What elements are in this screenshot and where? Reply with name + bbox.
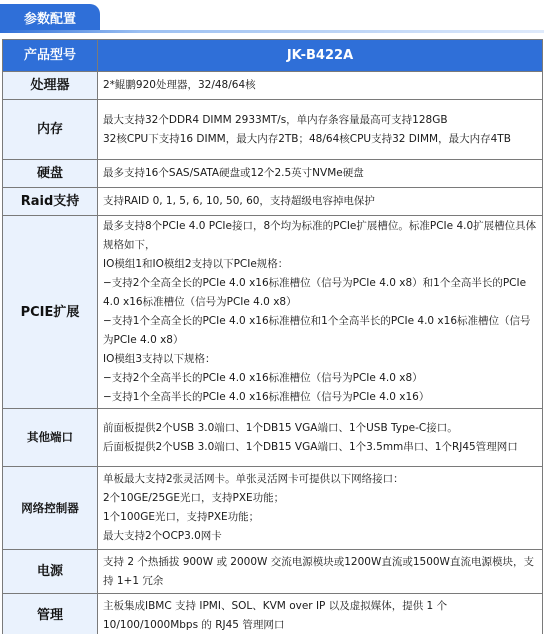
row-value [98,216,543,409]
row-label: 网络控制器 [3,467,98,550]
row-value [98,467,543,550]
row-value [98,550,543,594]
row-label: 电源 [3,550,98,594]
value-line: 最多支持16个SAS/SATA硬盘或12个2.5英寸NVMe硬盘 [103,167,364,179]
row-processor [3,72,543,100]
value-line: −支持1个全高全长的PCIe 4.0 x16标准槽位和1个全高半长的PCIe 4.0 x16标准槽位（信号为PCIe 4.0 x8） [103,315,531,346]
row-label: PCIE扩展 [3,216,98,409]
value-line: IO模组1和IO模组2支持以下PCIe规格： [103,258,289,270]
row-label: 其他端口 [3,409,98,467]
value-line: 前面板提供2个USB 3.0端口、1个DB15 VGA端口、1个USB Type-C接口。 [103,421,458,434]
row-pcie [3,216,543,409]
section-tab-label: 参数配置 [23,11,76,27]
value-line: 最大支持2个OCP3.0网卡 [103,530,222,542]
spec-table [2,39,543,634]
row-storage [3,160,543,188]
value-line: IO模组3支持以下规格： [103,353,216,365]
row-management [3,594,543,634]
value-line: 最大支持32个DDR4 DIMM 2933MT/s，单内存条容量最高可支持128GB [103,113,448,126]
value-line: −支持2个全高全长的PCIe 4.0 x16标准槽位（信号为PCIe 4.0 x8）和1个全高半长的PCIe 4.0 x16标准槽位（信号为PCIe 4.0 x8） [103,277,527,308]
value-line: −支持1个全高半长的PCIe 4.0 x16标准槽位（信号为PCIe 4.0 x16） [103,391,430,403]
row-value [98,72,543,100]
row-label: 内存 [3,100,98,160]
value-line: 32核CPU下支持16 DIMM，最大内存2TB；48/64核CPU支持32 DIMM，最大内存4TB [103,132,511,145]
header-label: 产品型号 [3,40,98,72]
row-value [98,160,543,188]
value-line: −支持2个全高半长的PCIe 4.0 x16标准槽位（信号为PCIe 4.0 x8） [103,372,423,384]
row-power [3,550,543,594]
section-divider [0,30,544,33]
row-other-ports [3,409,543,467]
value-line: 最多支持8个PCIe 4.0 PCIe接口，8个均为标准的PCIe扩展槽位。标准PCIe 4.0扩展槽位具体规格如下， [103,220,537,251]
value-line: 单板最大支持2张灵活网卡。单张灵活网卡可提供以下网络接口： [103,473,404,485]
section-tab [0,4,100,30]
row-label: Raid支持 [3,188,98,216]
row-raid [3,188,543,216]
value-line: 后面板提供2个USB 3.0端口、1个DB15 VGA端口、1个3.5mm串口、1个RJ45管理网口 [103,440,518,453]
row-memory [3,100,543,160]
value-line: 2*鲲鹏920处理器，32/48/64核 [103,79,256,91]
value-line: 支持RAID 0, 1, 5, 6, 10, 50, 60，支持超级电容掉电保护 [103,195,375,207]
value-line: 1个100GE光口，支持PXE功能； [103,511,260,523]
value-line: 2个10GE/25GE光口，支持PXE功能； [103,492,285,504]
value-line: 主板集成IBMC 支持 IPMI、SOL、KVM over IP 以及虚拟媒体，提供 1 个 10/100/1000Mbps 的 RJ45 管理网口 [103,599,448,631]
row-value [98,409,543,467]
table-header-row [3,40,543,72]
value-line: 支持 2 个热插拔 900W 或 2000W 交流电源模块或1200W直流或1500W直流电源模块，支持 1+1 冗余 [103,555,534,587]
row-label: 管理 [3,594,98,634]
row-label: 硬盘 [3,160,98,188]
row-label: 处理器 [3,72,98,100]
row-value [98,100,543,160]
row-value [98,594,543,634]
header-model: JK-B422A [98,40,543,72]
row-network [3,467,543,550]
row-value [98,188,543,216]
